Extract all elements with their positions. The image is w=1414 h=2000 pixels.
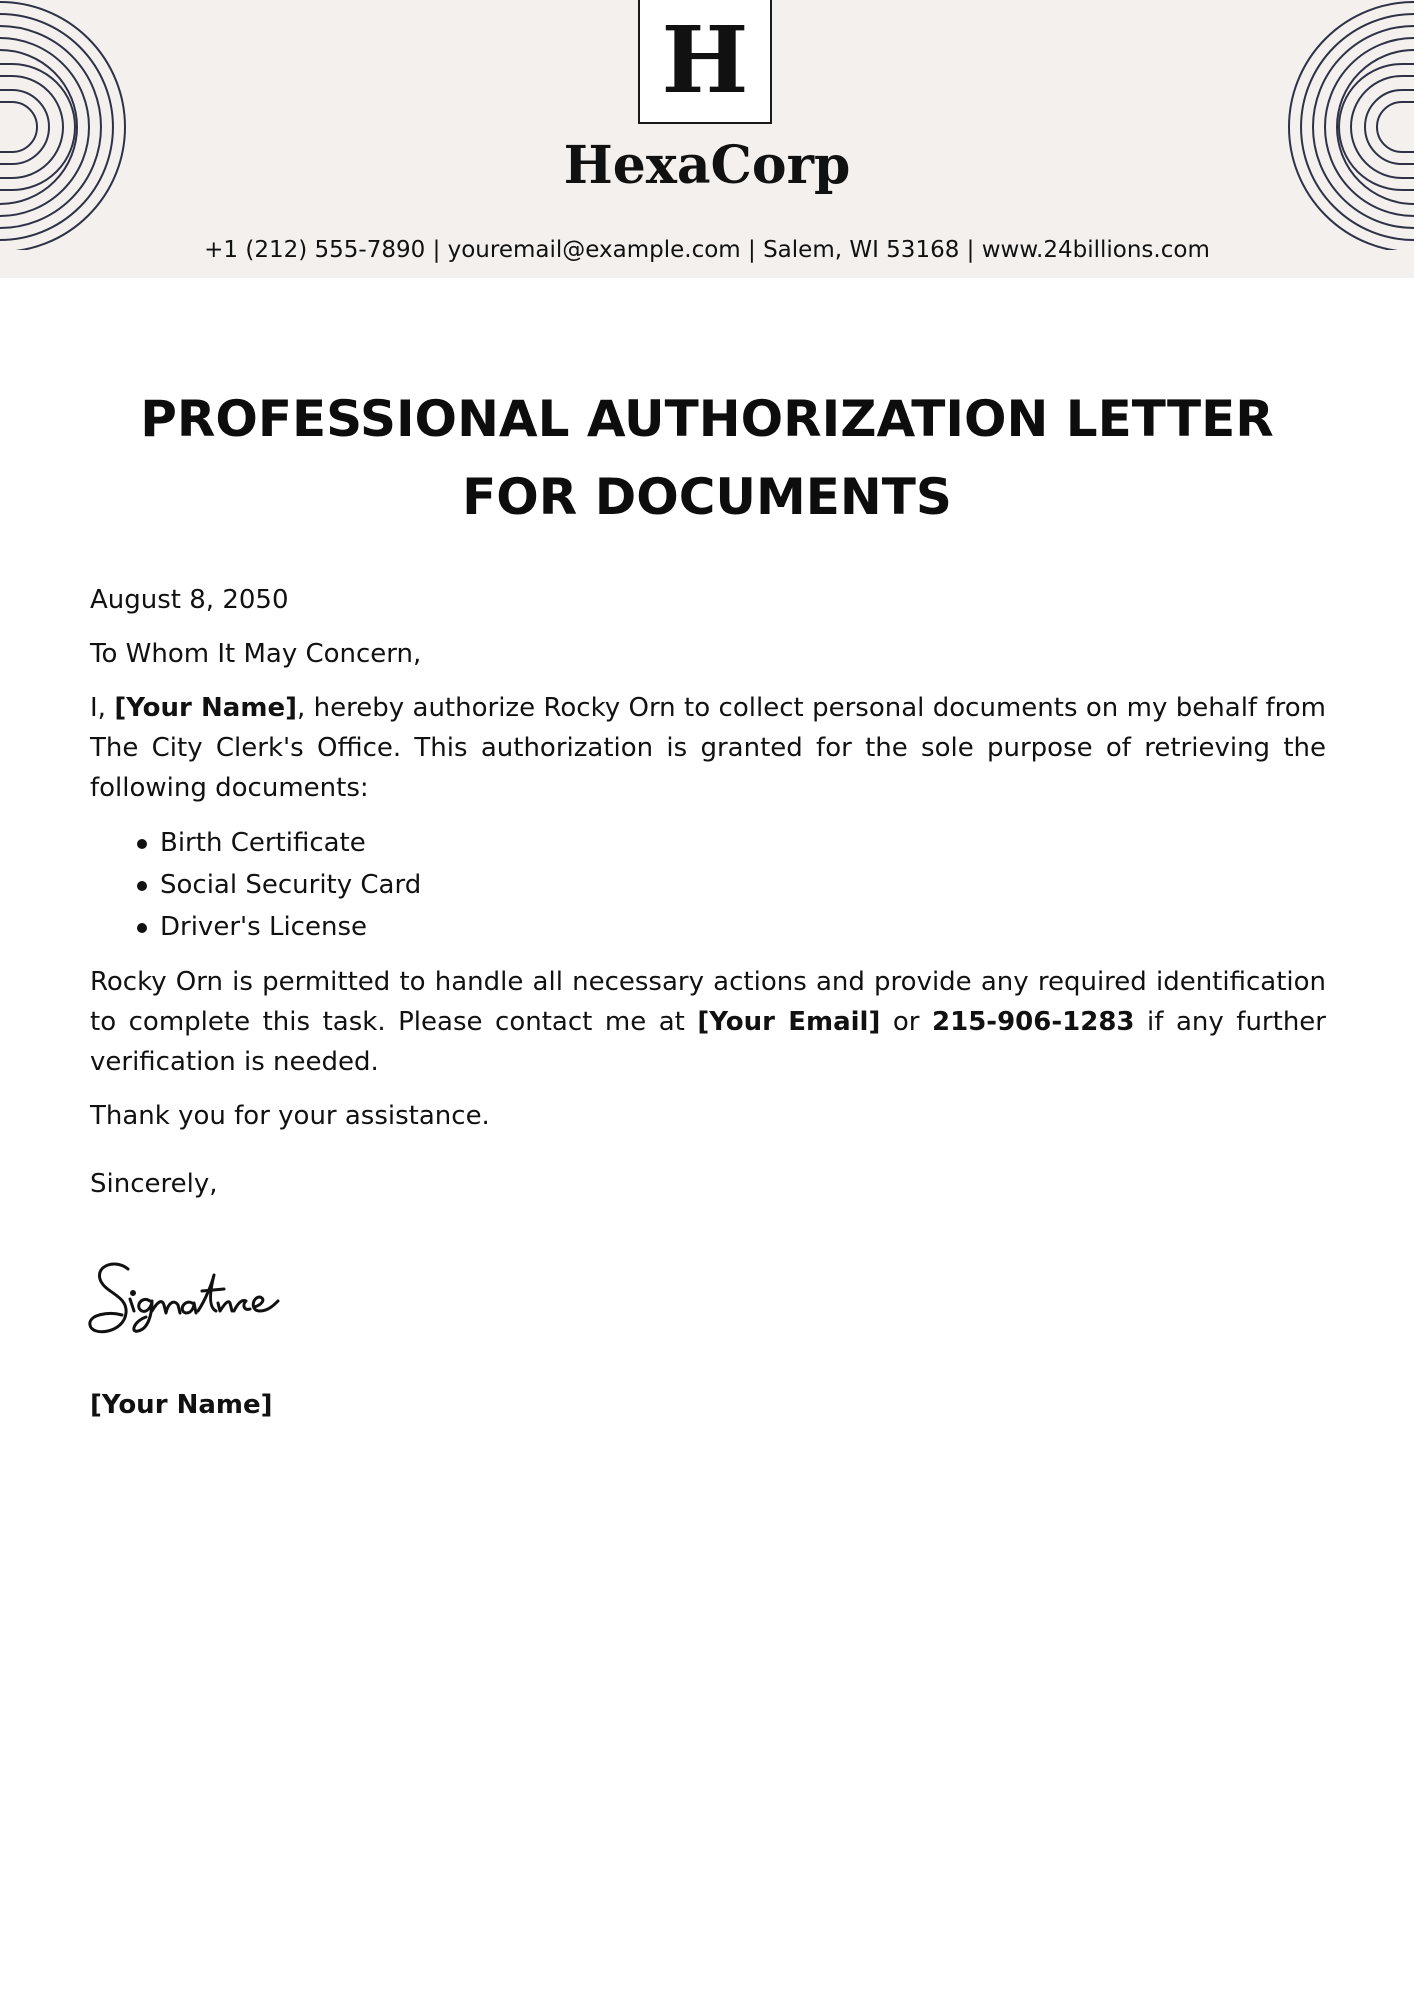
letter-body <box>90 580 1326 1218</box>
title-line-1: PROFESSIONAL AUTHORIZATION LETTER <box>140 390 1274 448</box>
authorization-paragraph <box>90 688 1326 808</box>
list-item: Social Security Card <box>90 864 1326 906</box>
concentric-arcs-left-decoration <box>0 0 160 250</box>
closing: Sincerely, <box>90 1169 218 1199</box>
letterhead <box>0 0 1414 278</box>
signer-name: [Your Name] <box>90 1390 273 1420</box>
contact-phone: +1 (212) 555-7890 <box>204 237 426 263</box>
company-name: HexaCorp <box>563 135 851 196</box>
contact-separator: | <box>748 237 764 263</box>
letter-date: August 8, 2050 <box>90 585 289 615</box>
email-placeholder: [Your Email] <box>697 1007 881 1037</box>
documents-list <box>90 822 1326 948</box>
paragraph-lead: I, <box>90 693 115 723</box>
list-item: Birth Certificate <box>90 822 1326 864</box>
permission-paragraph <box>90 962 1326 1082</box>
title-line-2: FOR DOCUMENTS <box>462 468 952 526</box>
contact-address: Salem, WI 53168 <box>763 237 960 263</box>
thanks-line: Thank you for your assistance. <box>90 1101 490 1131</box>
contact-email: youremail@example.com <box>447 237 741 263</box>
paragraph-text: if any further verification is needed. <box>90 1007 1326 1077</box>
paragraph-text: , hereby authorize Rocky Orn to collect personal documents on my behalf from The City Clerk's Office. This authorization is granted for the sole purpose of retrieving the following documents: <box>90 693 1326 803</box>
letter-title <box>120 380 1294 536</box>
contact-separator: | <box>432 237 448 263</box>
handwritten-signature <box>86 1255 286 1345</box>
concentric-arcs-right-decoration <box>1254 0 1414 250</box>
paragraph-text: Rocky Orn is permitted to handle all necessary actions and provide any required identification to complete this task. Please contact me at <box>90 967 1326 1037</box>
salutation: To Whom It May Concern, <box>90 639 422 669</box>
name-placeholder: [Your Name] <box>114 693 297 723</box>
logo-letter: H <box>661 6 749 114</box>
list-item: Driver's License <box>90 906 1326 948</box>
contact-separator: | <box>966 237 982 263</box>
phone-number: 215-906-1283 <box>932 1007 1135 1037</box>
contact-line <box>0 234 1414 266</box>
contact-website: www.24billions.com <box>981 237 1210 263</box>
company-logo <box>638 0 772 124</box>
paragraph-text: or <box>880 1007 933 1037</box>
